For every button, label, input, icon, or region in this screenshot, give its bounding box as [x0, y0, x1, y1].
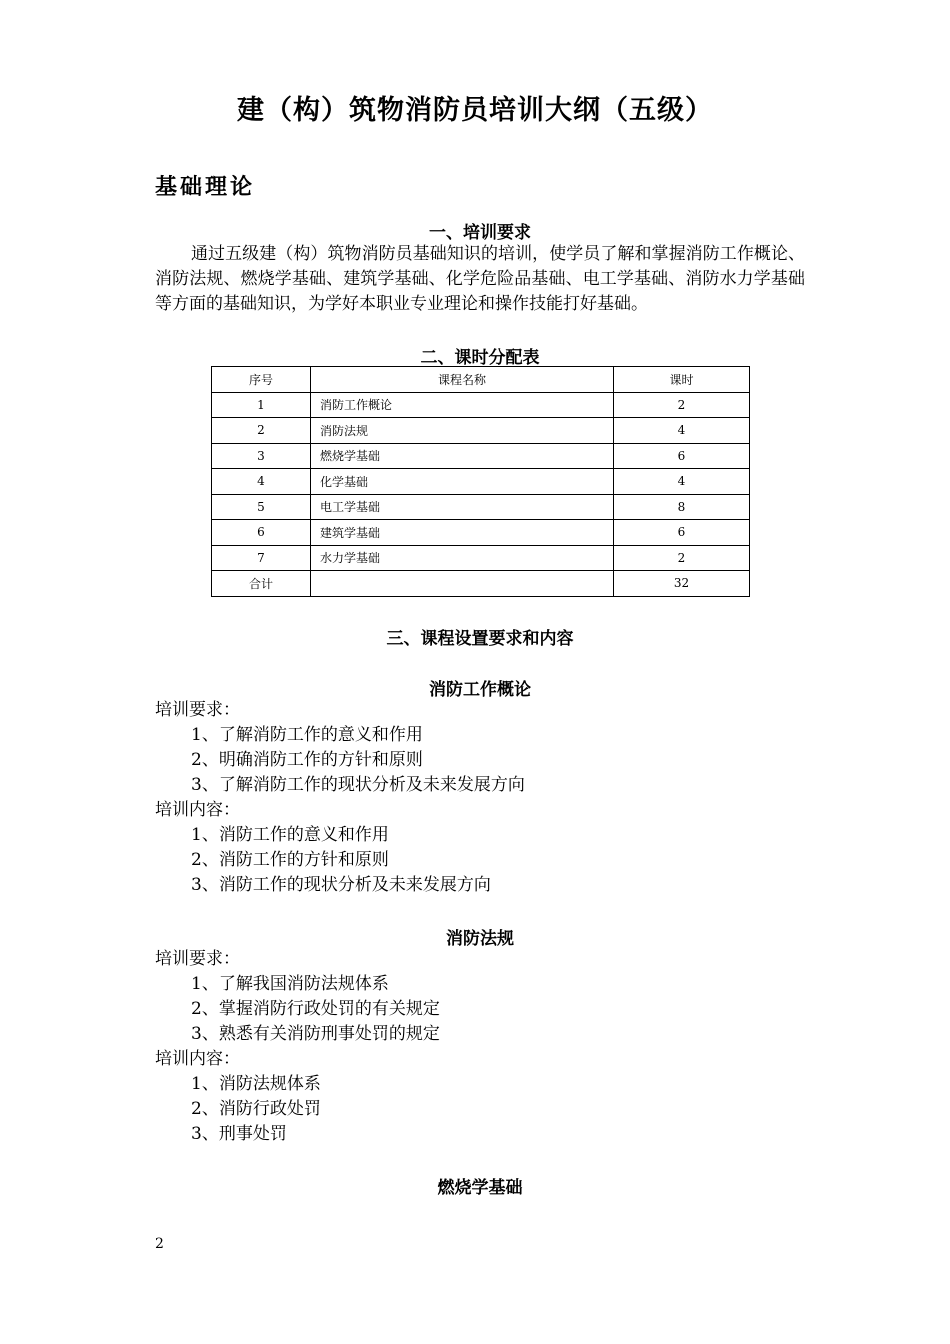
course-title: 燃烧学基础	[437, 1178, 523, 1198]
page-title: 建（构）筑物消防员培训大纲（五级）	[237, 95, 713, 126]
row-number: 4	[212, 469, 311, 495]
requirement-item: 3、了解消防工作的现状分析及未来发展方向	[191, 775, 525, 795]
column-header-course: 课程名称	[311, 367, 614, 393]
row-course: 消防工作概论	[311, 392, 614, 418]
course-title: 消防法规	[446, 929, 514, 949]
row-number: 6	[212, 520, 311, 546]
content-label: 培训内容：	[155, 1049, 240, 1069]
column-header-number: 序号	[212, 367, 311, 393]
table-row	[212, 418, 750, 444]
total-hours: 32	[614, 571, 750, 597]
content-item: 1、消防工作的意义和作用	[191, 825, 389, 845]
row-number: 3	[212, 443, 311, 469]
row-hours: 4	[614, 418, 750, 444]
row-course: 水力学基础	[311, 545, 614, 571]
content-item: 3、刑事处罚	[191, 1124, 287, 1144]
table-row	[212, 469, 750, 495]
row-hours: 8	[614, 494, 750, 520]
row-course: 建筑学基础	[311, 520, 614, 546]
row-course: 化学基础	[311, 469, 614, 495]
part3-heading: 三、课程设置要求和内容	[386, 629, 574, 649]
total-course	[311, 571, 614, 597]
intro-paragraph: 通过五级建（构）筑物消防员基础知识的培训，使学员了解和掌握消防工作概论、消防法规、燃烧学基础、建筑学基础、化学危险品基础、电工学基础、消防水力学基础等方面的基础知识，为学好本职业专业理论和操作技能打好基础。	[155, 244, 805, 314]
table-row	[212, 443, 750, 469]
requirements-label: 培训要求：	[155, 700, 240, 720]
requirement-item: 2、掌握消防行政处罚的有关规定	[191, 999, 440, 1019]
course-title: 消防工作概论	[429, 680, 531, 700]
requirement-item: 1、了解消防工作的意义和作用	[191, 725, 423, 745]
content-item: 3、消防工作的现状分析及未来发展方向	[191, 875, 491, 895]
schedule-table	[211, 366, 750, 597]
section-heading: 基础理论	[155, 174, 256, 200]
content-item: 2、消防行政处罚	[191, 1099, 321, 1119]
column-header-hours: 课时	[614, 367, 750, 393]
table-header-row	[212, 367, 750, 393]
course-block	[155, 698, 525, 898]
part2-heading: 二、课时分配表	[420, 348, 540, 368]
row-number: 5	[212, 494, 311, 520]
intro-paragraph-block	[155, 242, 805, 317]
requirement-item: 3、熟悉有关消防刑事处罚的规定	[191, 1024, 440, 1044]
row-number: 1	[212, 392, 311, 418]
content-label: 培训内容：	[155, 800, 240, 820]
total-label: 合计	[212, 571, 311, 597]
content-item: 2、消防工作的方针和原则	[191, 850, 389, 870]
part1-heading: 一、培训要求	[429, 223, 531, 243]
table-total-row	[212, 571, 750, 597]
table-row	[212, 392, 750, 418]
row-number: 7	[212, 545, 311, 571]
requirement-item: 1、了解我国消防法规体系	[191, 974, 389, 994]
table-row	[212, 520, 750, 546]
row-hours: 4	[614, 469, 750, 495]
row-hours: 2	[614, 392, 750, 418]
row-course: 电工学基础	[311, 494, 614, 520]
row-hours: 2	[614, 545, 750, 571]
row-course: 消防法规	[311, 418, 614, 444]
page-number: 2	[155, 1236, 164, 1252]
row-hours: 6	[614, 443, 750, 469]
requirements-label: 培训要求：	[155, 949, 240, 969]
content-item: 1、消防法规体系	[191, 1074, 321, 1094]
table-row	[212, 545, 750, 571]
table-row	[212, 494, 750, 520]
course-block	[155, 947, 440, 1147]
row-course: 燃烧学基础	[311, 443, 614, 469]
row-number: 2	[212, 418, 311, 444]
row-hours: 6	[614, 520, 750, 546]
requirement-item: 2、明确消防工作的方针和原则	[191, 750, 423, 770]
